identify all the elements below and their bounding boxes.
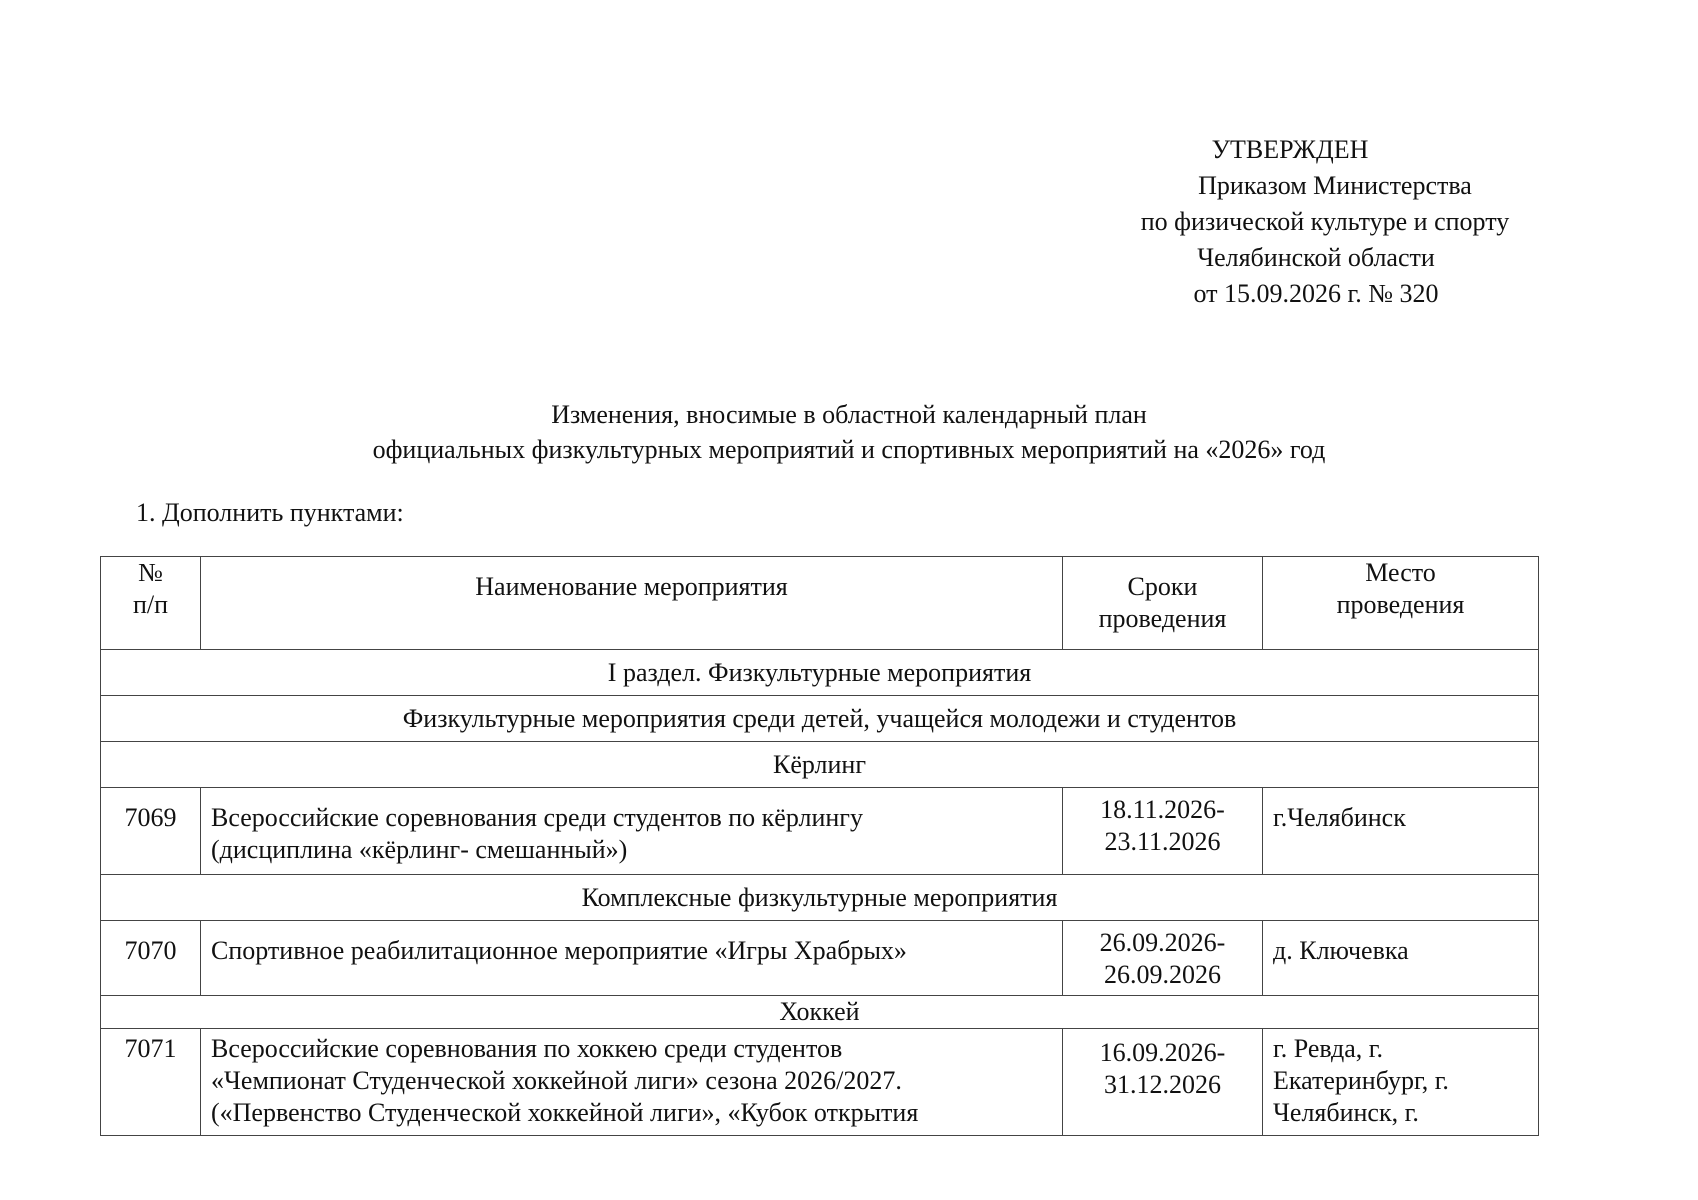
row-event-name-line2: (дисциплина «кёрлинг- смешанный») [211,835,628,864]
header-name [201,557,1063,650]
header-dates [1063,557,1263,650]
row-event-name [201,1029,1063,1136]
document-title [0,397,1698,467]
header-dates-line2: проведения [1098,604,1227,633]
row-dates [1063,788,1263,875]
title-line-2: официальных физкультурных мероприятий и спортивных мероприятий на «2026» год [372,435,1326,464]
approval-line-region: Челябинской области [1197,243,1435,272]
row-event-name-line1: Всероссийские соревнования среди студентов по кёрлингу [211,803,863,832]
approval-line-approved: УТВЕРЖДЕН [1211,135,1369,164]
header-number-line1: № [138,558,163,587]
header-place-line1: Место [1365,558,1436,587]
subsection-title: Физкультурные мероприятия среди детей, учащейся молодежи и студентов [101,696,1539,742]
row-place-line3: Челябинск, г. [1273,1098,1419,1127]
group-row-curling [101,742,1539,788]
row-date-start: 26.09.2026- [1099,928,1226,957]
row-event-name-line3: («Первенство Студенческой хоккейной лиги», «Кубок открытия [211,1098,919,1127]
row-dates [1063,921,1263,996]
section-title: I раздел. Физкультурные мероприятия [101,650,1539,696]
group-row-complex [101,875,1539,921]
header-place [1263,557,1539,650]
table-header-row [101,557,1539,650]
subsection-row [101,696,1539,742]
table-row [101,1029,1539,1136]
group-title-complex: Комплексные физкультурные мероприятия [101,875,1539,921]
row-date-start: 16.09.2026- [1099,1038,1226,1067]
row-place: г.Челябинск [1263,788,1539,875]
title-line-1: Изменения, вносимые в областной календарный план [551,400,1147,429]
header-place-line2: проведения [1336,590,1465,619]
point-1-heading: 1. Дополнить пунктами: [136,498,404,527]
row-event-name-line2: «Чемпионат Студенческой хоккейной лиги» сезона 2026/2027. [211,1066,902,1095]
header-number-line2: п/п [132,590,169,619]
row-number: 7070 [101,921,201,996]
row-dates [1063,1029,1263,1136]
row-event-name-line1: Всероссийские соревнования по хоккею среди студентов [211,1034,843,1063]
row-number: 7069 [101,788,201,875]
row-event-name [201,788,1063,875]
approval-line-ministry: по физической культуре и спорту [1140,207,1510,236]
header-number [101,557,201,650]
row-place-line1: г. Ревда, г. [1273,1034,1384,1063]
row-date-start: 18.11.2026- [1100,795,1225,824]
row-event-name: Спортивное реабилитационное мероприятие «Игры Храбрых» [201,921,1063,996]
header-dates-line1: Сроки [1127,572,1198,601]
header-name-text: Наименование мероприятия [475,572,788,601]
table-row [101,788,1539,875]
row-number: 7071 [101,1029,201,1136]
row-date-end: 26.09.2026 [1104,960,1221,989]
group-row-hockey [101,996,1539,1029]
row-place: д. Ключевка [1263,921,1539,996]
row-date-end: 23.11.2026 [1104,827,1221,856]
row-place [1263,1029,1539,1136]
approval-line-order: Приказом Министерства [1198,171,1472,200]
row-place-line2: Екатеринбург, г. [1273,1066,1449,1095]
table-row [101,921,1539,996]
section-row [101,650,1539,696]
row-date-end: 31.12.2026 [1104,1070,1221,1099]
approval-line-date-number: от 15.09.2026 г. № 320 [1193,279,1439,308]
events-table [100,556,1539,1136]
group-title-curling: Кёрлинг [101,742,1539,788]
approval-stamp-block [1040,132,1600,312]
group-title-hockey: Хоккей [101,996,1539,1029]
